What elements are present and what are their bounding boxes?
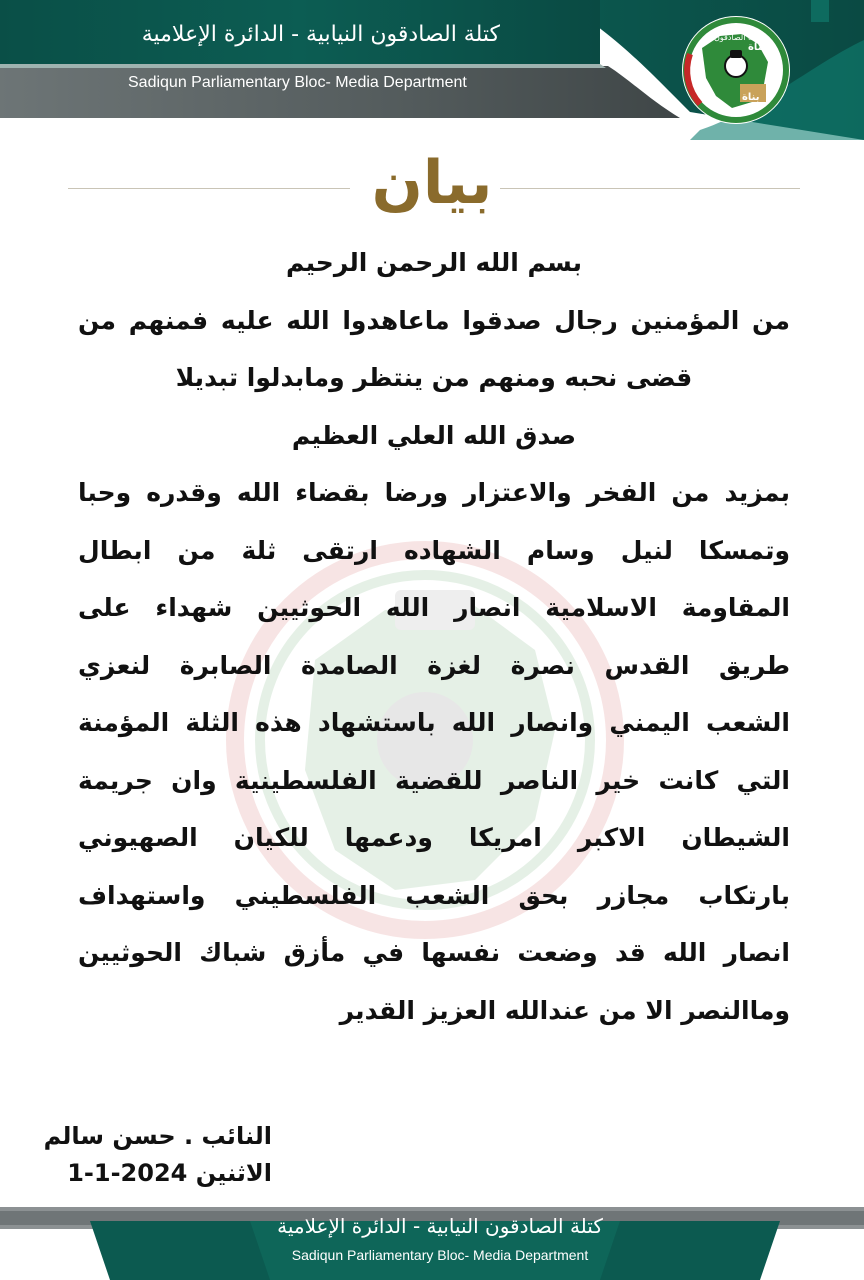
- verse-line-2: قضى نحبه ومنهم من ينتظر ومابدلوا تبديلا: [175, 363, 693, 392]
- verse-line-1: من المؤمنين رجال صدقوا ماعاهدوا الله عليه فمنهم من: [78, 305, 790, 335]
- header-title-arabic: كتلة الصادقون النيابية - الدائرة الإعلامية: [141, 22, 500, 47]
- footer-title-arabic: كتلة الصادقون النيابية - الدائرة الإعلامية: [277, 1214, 603, 1238]
- signature-block: [40, 1118, 272, 1192]
- body-line-2: وتمسكا لنيل وسام الشهاده ارتقى ثلة من ابطال: [78, 535, 790, 565]
- logo-word-top: حماة: [748, 42, 772, 53]
- body-line-8: بارتكاب مجازر بحق الشعب الفلسطيني واستهداف: [78, 880, 790, 910]
- footer-title-english: Sadiqun Parliamentary Bloc- Media Department: [291, 1247, 589, 1263]
- body-line-9: انصار الله قد وضعت نفسها في مأزق شباك الحوثيين: [78, 938, 790, 967]
- body-line-3: المقاومة الاسلامية انصار الله الحوثيين شهداء على: [78, 593, 790, 622]
- body-line-7: الشيطان الاكبر امريكا ودعمها للكيان الصهيوني: [78, 823, 790, 852]
- statement-title-row: [0, 148, 864, 228]
- signature-name: النائب . حسن سالم: [43, 1122, 272, 1150]
- body-line-1: بمزيد من الفخر والاعتزار ورضا بقضاء الله وقدره وحبا: [78, 478, 790, 507]
- body-line-10: وماالنصر الا من عندالله العزيز القدير: [339, 995, 790, 1025]
- statement-body: [78, 234, 790, 1039]
- sadiqun-logo-icon: [680, 14, 792, 126]
- header-banner: [0, 0, 864, 140]
- signature-date: الاثنين 2024-1-1: [67, 1159, 272, 1187]
- basmala-line: بسم الله الرحمن الرحيم: [286, 248, 582, 277]
- body-line-5: الشعب اليمني وانصار الله باستشهاد هذه الثلة المؤمنة: [78, 708, 790, 737]
- logo-ring-text: حركة الصادقون: [714, 33, 766, 42]
- verse-closing-line: صدق الله العلي العظيم: [291, 420, 577, 450]
- body-line-4: طريق القدس نصرة لغزة الصامدة الصابرة لنعزي: [78, 650, 790, 680]
- corner-mark: [811, 0, 829, 22]
- logo-word-bottom: بناة: [742, 92, 760, 103]
- statement-title: بيان: [371, 148, 493, 218]
- body-line-6: التي كانت خير الناصر للقضية الفلسطينية وان جريمة: [78, 765, 790, 795]
- header-title-english: Sadiqun Parliamentary Bloc- Media Department: [128, 74, 467, 91]
